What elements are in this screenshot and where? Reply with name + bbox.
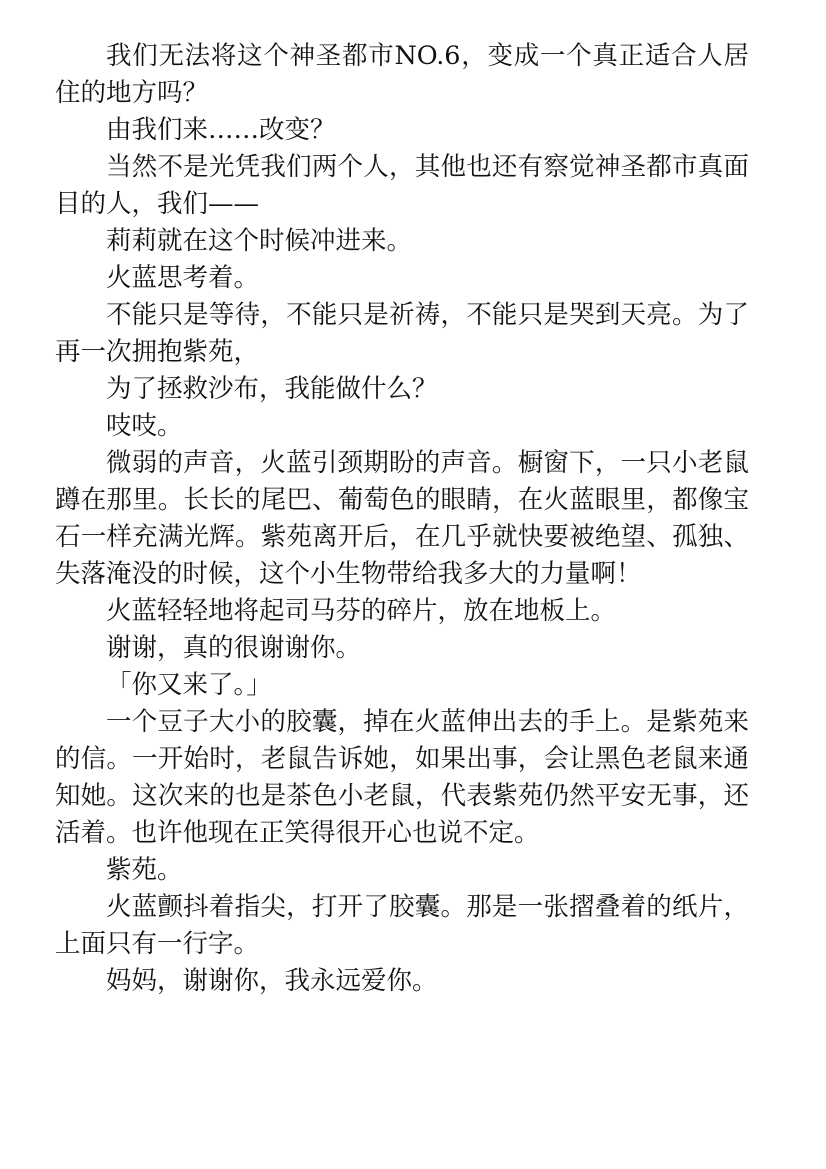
paragraph: 火蓝思考着。 <box>106 263 260 293</box>
paragraph: 火蓝轻轻地将起司马芬的碎片，放在地板上。 <box>106 596 617 626</box>
paragraph: 莉莉就在这个时候冲进来。 <box>106 226 413 256</box>
paragraph: 谢谢，真的很谢谢你。 <box>106 633 362 663</box>
paragraph: 紫苑。 <box>106 855 183 885</box>
paragraph: 不能只是等待，不能只是祈祷，不能只是哭到天亮。为了再一次拥抱紫苑， <box>55 300 749 367</box>
paragraph: 当然不是光凭我们两个人，其他也还有察觉神圣都市真面目的人，我们—— <box>55 152 749 219</box>
paragraph: 「你又来了。」 <box>106 670 272 700</box>
paragraph: 吱吱。 <box>106 411 183 441</box>
paragraph: 由我们来……改变？ <box>106 115 336 145</box>
paragraph: 微弱的声音，火蓝引颈期盼的声音。橱窗下，一只小老鼠蹲在那里。长长的尾巴、葡萄色的眼睛，在火蓝眼里，都像宝石一样充满光辉。紫苑离开后，在几乎就快要被绝望、孤独、失落淹没的时候，这个小生物带给我多大的力量啊！ <box>55 448 749 589</box>
paragraph: 为了拯救沙布，我能做什么？ <box>106 374 438 404</box>
paragraph: 我们无法将这个神圣都市NO.6，变成一个真正适合人居住的地方吗？ <box>55 41 749 108</box>
paragraph: 妈妈，谢谢你，我永远爱你。 <box>106 966 438 996</box>
document-body <box>55 38 749 1000</box>
paragraph: 火蓝颤抖着指尖，打开了胶囊。那是一张摺叠着的纸片，上面只有一行字。 <box>55 892 749 959</box>
paragraph: 一个豆子大小的胶囊，掉在火蓝伸出去的手上。是紫苑来的信。一开始时，老鼠告诉她，如果出事，会让黑色老鼠来通知她。这次来的也是茶色小老鼠，代表紫苑仍然平安无事，还活着。也许他现在正笑得很开心也说不定。 <box>55 707 749 848</box>
